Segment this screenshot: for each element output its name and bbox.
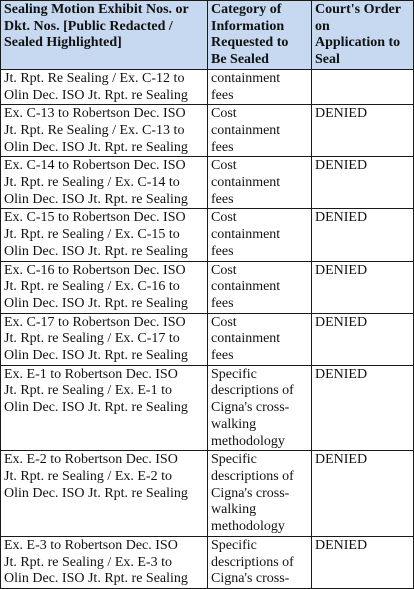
order-cell: DENIED [312,209,414,261]
order-cell: DENIED [312,536,414,588]
category-cell: Specific descriptions of Cigna's cross- [208,536,312,588]
category-cell: containment fees [208,69,312,104]
order-cell [312,69,414,104]
category-cell: Cost containment fees [208,261,312,313]
header-row [1,1,414,70]
exhibit-cell: Ex. C-14 to Robertson Dec. ISO Jt. Rpt. re Sealing / Ex. C-14 to Olin Dec. ISO Jt. Rpt. re Sealing [1,157,208,209]
table-row [1,157,414,209]
exhibit-cell: Ex. C-13 to Robertson Dec. ISO Jt. Rpt. Re Sealing / Ex. C-13 to Olin Dec. ISO Jt. Rpt. re Sealing [1,105,208,157]
order-cell: DENIED [312,365,414,451]
category-cell: Specific descriptions of Cigna's cross- walking methodology [208,365,312,451]
table-header [1,1,414,70]
table-row [1,105,414,157]
order-cell: DENIED [312,451,414,537]
order-cell: DENIED [312,313,414,365]
header-exhibit: Sealing Motion Exhibit Nos. or Dkt. Nos. [Public Redacted / Sealed Highlighted] [1,1,208,70]
table-row [1,69,414,104]
order-cell: DENIED [312,105,414,157]
category-cell: Cost containment fees [208,105,312,157]
table-body [1,69,414,588]
exhibit-cell: Ex. E-3 to Robertson Dec. ISO Jt. Rpt. re Sealing / Ex. E-3 to Olin Dec. ISO Jt. Rpt. re Sealing [1,536,208,588]
table-row [1,536,414,588]
category-cell: Cost containment fees [208,209,312,261]
exhibit-cell: Ex. C-16 to Robertson Dec. ISO Jt. Rpt. re Sealing / Ex. C-16 to Olin Dec. ISO Jt. Rpt. re Sealing [1,261,208,313]
exhibit-cell: Ex. E-2 to Robertson Dec. ISO Jt. Rpt. re Sealing / Ex. E-2 to Olin Dec. ISO Jt. Rpt. re Sealing [1,451,208,537]
exhibit-cell: Jt. Rpt. Re Sealing / Ex. C-12 to Olin Dec. ISO Jt. Rpt. re Sealing [1,69,208,104]
header-category: Category of Information Requested to Be Sealed [208,1,312,70]
order-cell: DENIED [312,261,414,313]
order-cell: DENIED [312,157,414,209]
table-row [1,451,414,537]
header-order: Court's Order on Application to Seal [312,1,414,70]
category-cell: Cost containment fees [208,157,312,209]
exhibit-cell: Ex. C-17 to Robertson Dec. ISO Jt. Rpt. re Sealing / Ex. C-17 to Olin Dec. ISO Jt. Rpt. re Sealing [1,313,208,365]
table-row [1,365,414,451]
table-row [1,261,414,313]
category-cell: Specific descriptions of Cigna's cross- walking methodology [208,451,312,537]
table-row [1,313,414,365]
table-row [1,209,414,261]
exhibit-cell: Ex. E-1 to Robertson Dec. ISO Jt. Rpt. re Sealing / Ex. E-1 to Olin Dec. ISO Jt. Rpt. re Sealing [1,365,208,451]
exhibit-cell: Ex. C-15 to Robertson Dec. ISO Jt. Rpt. re Sealing / Ex. C-15 to Olin Dec. ISO Jt. Rpt. re Sealing [1,209,208,261]
category-cell: Cost containment fees [208,313,312,365]
